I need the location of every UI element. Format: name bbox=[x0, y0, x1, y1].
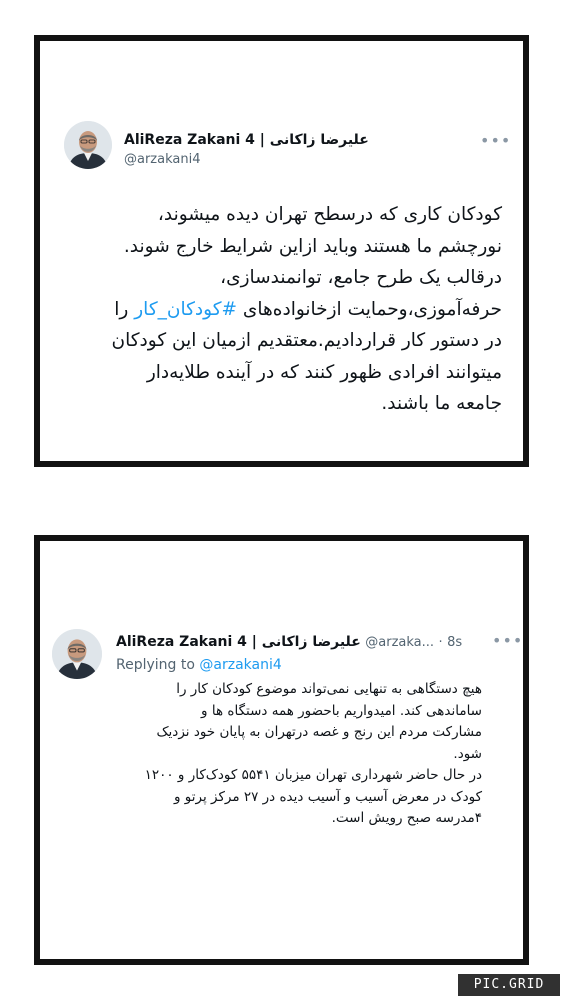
more-dots-icon[interactable]: ••• bbox=[480, 131, 512, 150]
display-name[interactable]: AliReza Zakani 4 | علیرضا زاکانی bbox=[124, 132, 369, 148]
author-handle[interactable]: @arzaka... bbox=[365, 635, 435, 650]
timestamp[interactable]: 8s bbox=[447, 635, 463, 650]
tweet-card-2 bbox=[34, 535, 529, 965]
tweet-text: هیچ دستگاهی به تنهایی نمی‌تواند موضوع کودکان کار را ساماندهی کند. امیدواریم باحضور همه دستگاه ها و مشارکت مردم این رنج و غصه درتهران به پایان خود نزدیک شود. در حال حاضر شهرداری تهران میزبان ۵۵۴۱ کودک‌کار و ۱۲۰۰ کودک در معرض آسیب و آسیب دیده در ۲۷ مرکز پرتو و ۴مدرسه صبح رویش است. bbox=[144, 681, 482, 826]
author-name[interactable] bbox=[124, 131, 369, 149]
replying-handle-link[interactable]: @arzakani4 bbox=[199, 657, 282, 673]
tweet-card-1 bbox=[34, 35, 529, 467]
replying-to bbox=[116, 656, 282, 674]
tweet-text-part1: کودکان کاری که درسطح تهران دیده میشوند، نورچشم ما هستند وباید ازاین شرایط خارج شوند. درقالب یک طرح جامع، توانمندسازی، حرفه‌آموزی،وحمایت ازخانواده‌های bbox=[123, 204, 502, 320]
more-dots-icon[interactable]: ••• bbox=[492, 631, 524, 650]
tweet-text-part2: را در دستور کار قراردادیم.معتقدیم ازمیان این کودکان میتوانند افرادی ظهور کنند که در آینده طلایه‌دار جامعه ما باشند. bbox=[111, 298, 502, 414]
separator-dot: · bbox=[438, 635, 443, 650]
author-line bbox=[116, 633, 462, 652]
watermark-logo: PIC.GRID bbox=[458, 974, 560, 996]
avatar-photo-icon bbox=[64, 121, 112, 169]
avatar[interactable] bbox=[64, 121, 112, 169]
author-handle[interactable]: @arzakani4 bbox=[124, 152, 201, 167]
replying-label: Replying to bbox=[116, 657, 195, 673]
tweet-text bbox=[66, 199, 502, 420]
hashtag-link[interactable]: #کودکان_کار bbox=[134, 298, 238, 320]
display-name[interactable]: AliReza Zakani 4 | علیرضا زاکانی bbox=[116, 634, 361, 650]
avatar[interactable] bbox=[52, 629, 102, 679]
avatar-photo-icon bbox=[52, 629, 102, 679]
